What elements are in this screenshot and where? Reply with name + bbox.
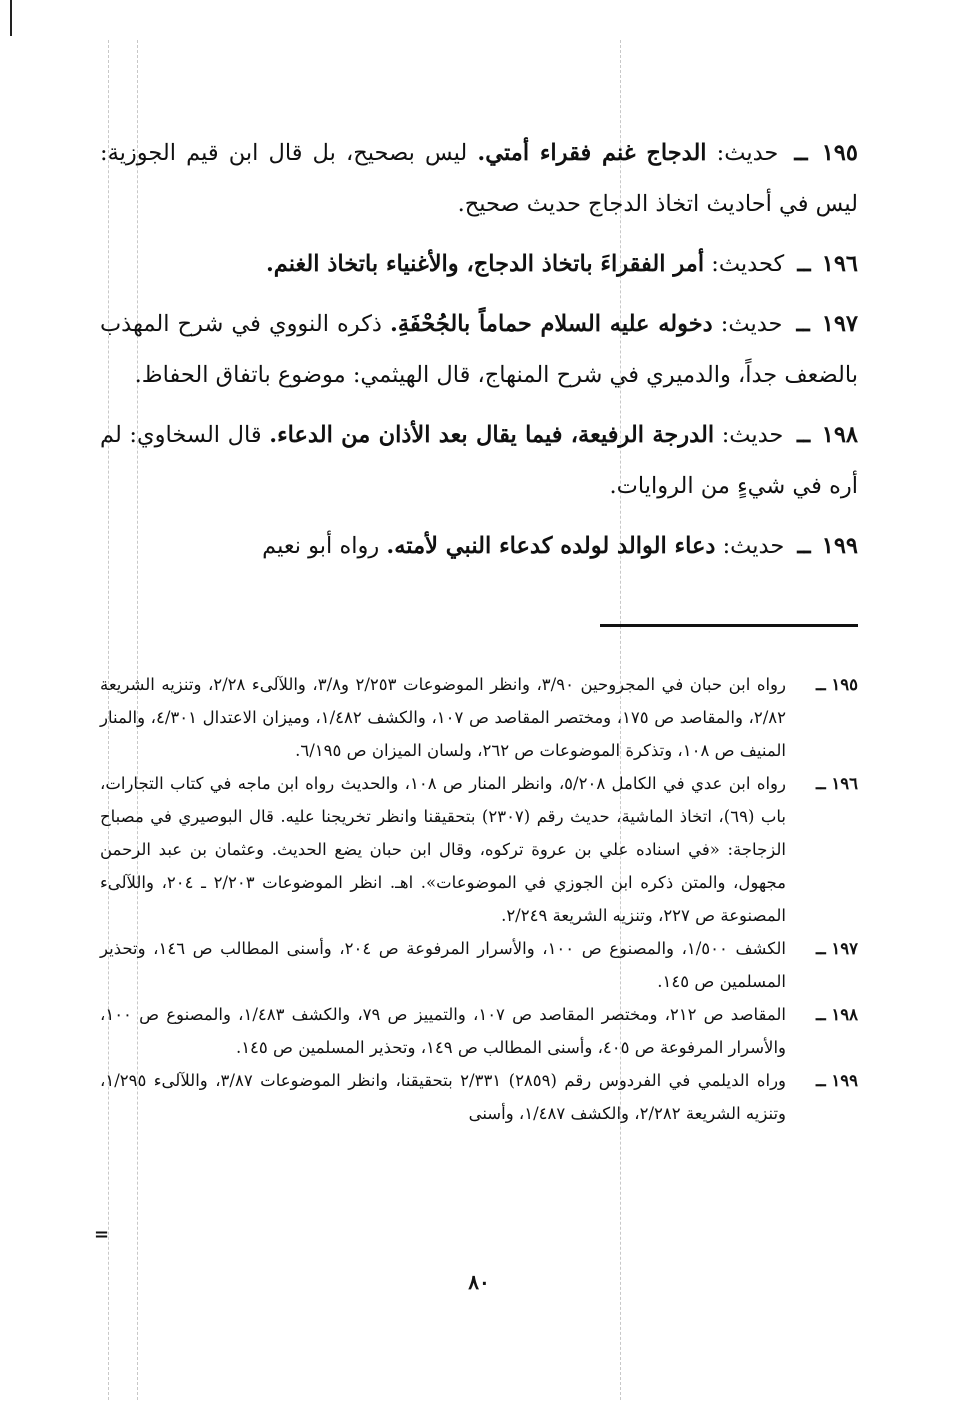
entry-number: ١٩٩ <box>821 533 858 559</box>
entry-prefix: حديث: <box>721 422 784 448</box>
footnote <box>100 767 858 932</box>
footnote-number: ١٩٩ ــ <box>815 1071 858 1090</box>
entry-number: ١٩٦ <box>821 251 858 277</box>
hadith-entry <box>100 299 858 401</box>
footnote-text: رواه ابن حبان في المجروحين ٣/٩٠، وانظر الموضوعات ٢/٢٥٣ و٣/٨، واللآلىء ٢/٢٨، وتنزيه الشريعة ٢/٨٢، والمقاصد ص ١٧٥، ومختصر المقاصد ص ١٠٧، والكشف ١/٤٨٢، وميزان الاعتدال ٤/٣٠١، والمنار المنيف ص ١٠٨، وتذكرة الموضوعات ص ٢٦٢، ولسان الميزان ص ٦/١٩٥. <box>100 675 786 760</box>
hadith-entry <box>100 239 858 290</box>
entry-prefix: حديث: <box>716 140 779 166</box>
footnote-number: ١٩٧ ــ <box>815 939 858 958</box>
footnote <box>100 998 858 1064</box>
entry-prefix: كحديث: <box>711 251 785 277</box>
hadith-text: الدرجة الرفيعة، فيما يقال بعد الأذان من الدعاء. <box>269 422 715 448</box>
footnote-number: ١٩٦ ــ <box>815 774 858 793</box>
hadith-entry <box>100 128 858 230</box>
footnote-number: ١٩٨ ــ <box>815 1005 858 1024</box>
footnote-text: رواه ابن عدي في الكامل ٥/٢٠٨، وانظر المنار ص ١٠٨، والحديث رواه ابن ماجه في كتاب التجارات، باب (٦٩)، اتخاذ الماشية، حديث رقم (٢٣٠٧) بتحقيقنا وانظر تخريجنا عليه. قال البوصيري في مصباح الزجاجة: «في اسناده علي بن عروة تركوه، وقال ابن حبان يضع الحديث. وعثمان بن عبد الرحمن مجهول، والمتن ذكره ابن الجوزي في الموضوعات». اهـ. انظر الموضوعات ٢/٢٠٣ ـ ٢٠٤، واللآلىء المصنوعة ص ٢٢٧، وتنزيه الشريعة ٢/٢٤٩. <box>100 774 786 925</box>
footnote-number: ١٩٥ ــ <box>815 675 858 694</box>
entry-number: ١٩٥ <box>821 140 858 166</box>
entry-dash: ــ <box>796 311 810 337</box>
margin-rule <box>10 0 12 36</box>
main-text <box>100 128 858 572</box>
footnote <box>100 1064 858 1130</box>
page-number: ٨٠ <box>468 1270 490 1294</box>
entry-dash: ــ <box>797 251 811 277</box>
hadith-text: دعاء الوالد لولده كدعاء النبي لأمته. <box>386 533 716 559</box>
entry-dash: ــ <box>796 422 811 448</box>
footnote-text: المقاصد ص ٢١٢، ومختصر المقاصد ص ١٠٧، والتمييز ص ٧٩، والكشف ١/٤٨٣، والمصنوع ص ١٠٠، والأسرار المرفوعة ص ٤٠٥، وأسنى المطالب ص ١٤٩، وتحذير المسلمين ص ١٤٥. <box>100 1005 786 1057</box>
footnotes <box>100 668 858 1130</box>
footnote-separator <box>600 624 858 627</box>
footnote <box>100 932 858 998</box>
entry-prefix: حديث: <box>722 533 785 559</box>
hadith-entry <box>100 410 858 512</box>
continuation-mark: = <box>94 1224 110 1245</box>
entry-comment: رواه أبو نعيم <box>262 533 380 559</box>
entry-prefix: حديث: <box>720 311 783 337</box>
footnote <box>100 668 858 767</box>
hadith-text: أمر الفقراءَ باتخاذ الدجاج، والأغنياء باتخاذ الغنم. <box>265 251 705 277</box>
footnote-text: الكشف ١/٥٠٠، والمصنوع ص ١٠٠، والأسرار المرفوعة ص ٢٠٤، وأسنى المطالب ص ١٤٦، وتحذير المسلمين ص ١٤٥. <box>100 939 786 991</box>
entry-comment: ليس بصحيح، بل قال ابن قيم الجوزية: ليس في أحاديث اتخاذ الدجاج حديث صحيح. <box>100 140 858 217</box>
book-page <box>94 128 859 1398</box>
hadith-text: الدجاج غنم فقراء أمتي. <box>477 140 707 166</box>
footnote-text: وراه الديلمي في الفردوس رقم (٢٨٥٩) ٢/٣٣١ بتحقيقنا، وانظر الموضوعات ٣/٨٧، واللآلىء ١/٢٩٥، وتنزيه الشريعة ٢/٢٨٢، والكشف ١/٤٨٧، وأسنى <box>100 1071 786 1123</box>
hadith-entry <box>100 521 858 572</box>
entry-number: ١٩٧ <box>821 311 858 337</box>
entry-number: ١٩٨ <box>821 422 859 448</box>
entry-comment: قال السخاوي: لم أره في شيءٍ من الروايات. <box>100 422 858 499</box>
entry-comment: ذكره النووي في شرح المهذب بالضعف جداً، والدميري في شرح المنهاج، قال الهيثمي: موضوع باتفاق الحفاظ. <box>100 311 858 388</box>
entry-dash: ــ <box>797 533 811 559</box>
entry-dash: ــ <box>794 140 808 166</box>
hadith-text: دخوله عليه السلام حماماً بالجُحْفَةِ. <box>390 311 713 337</box>
